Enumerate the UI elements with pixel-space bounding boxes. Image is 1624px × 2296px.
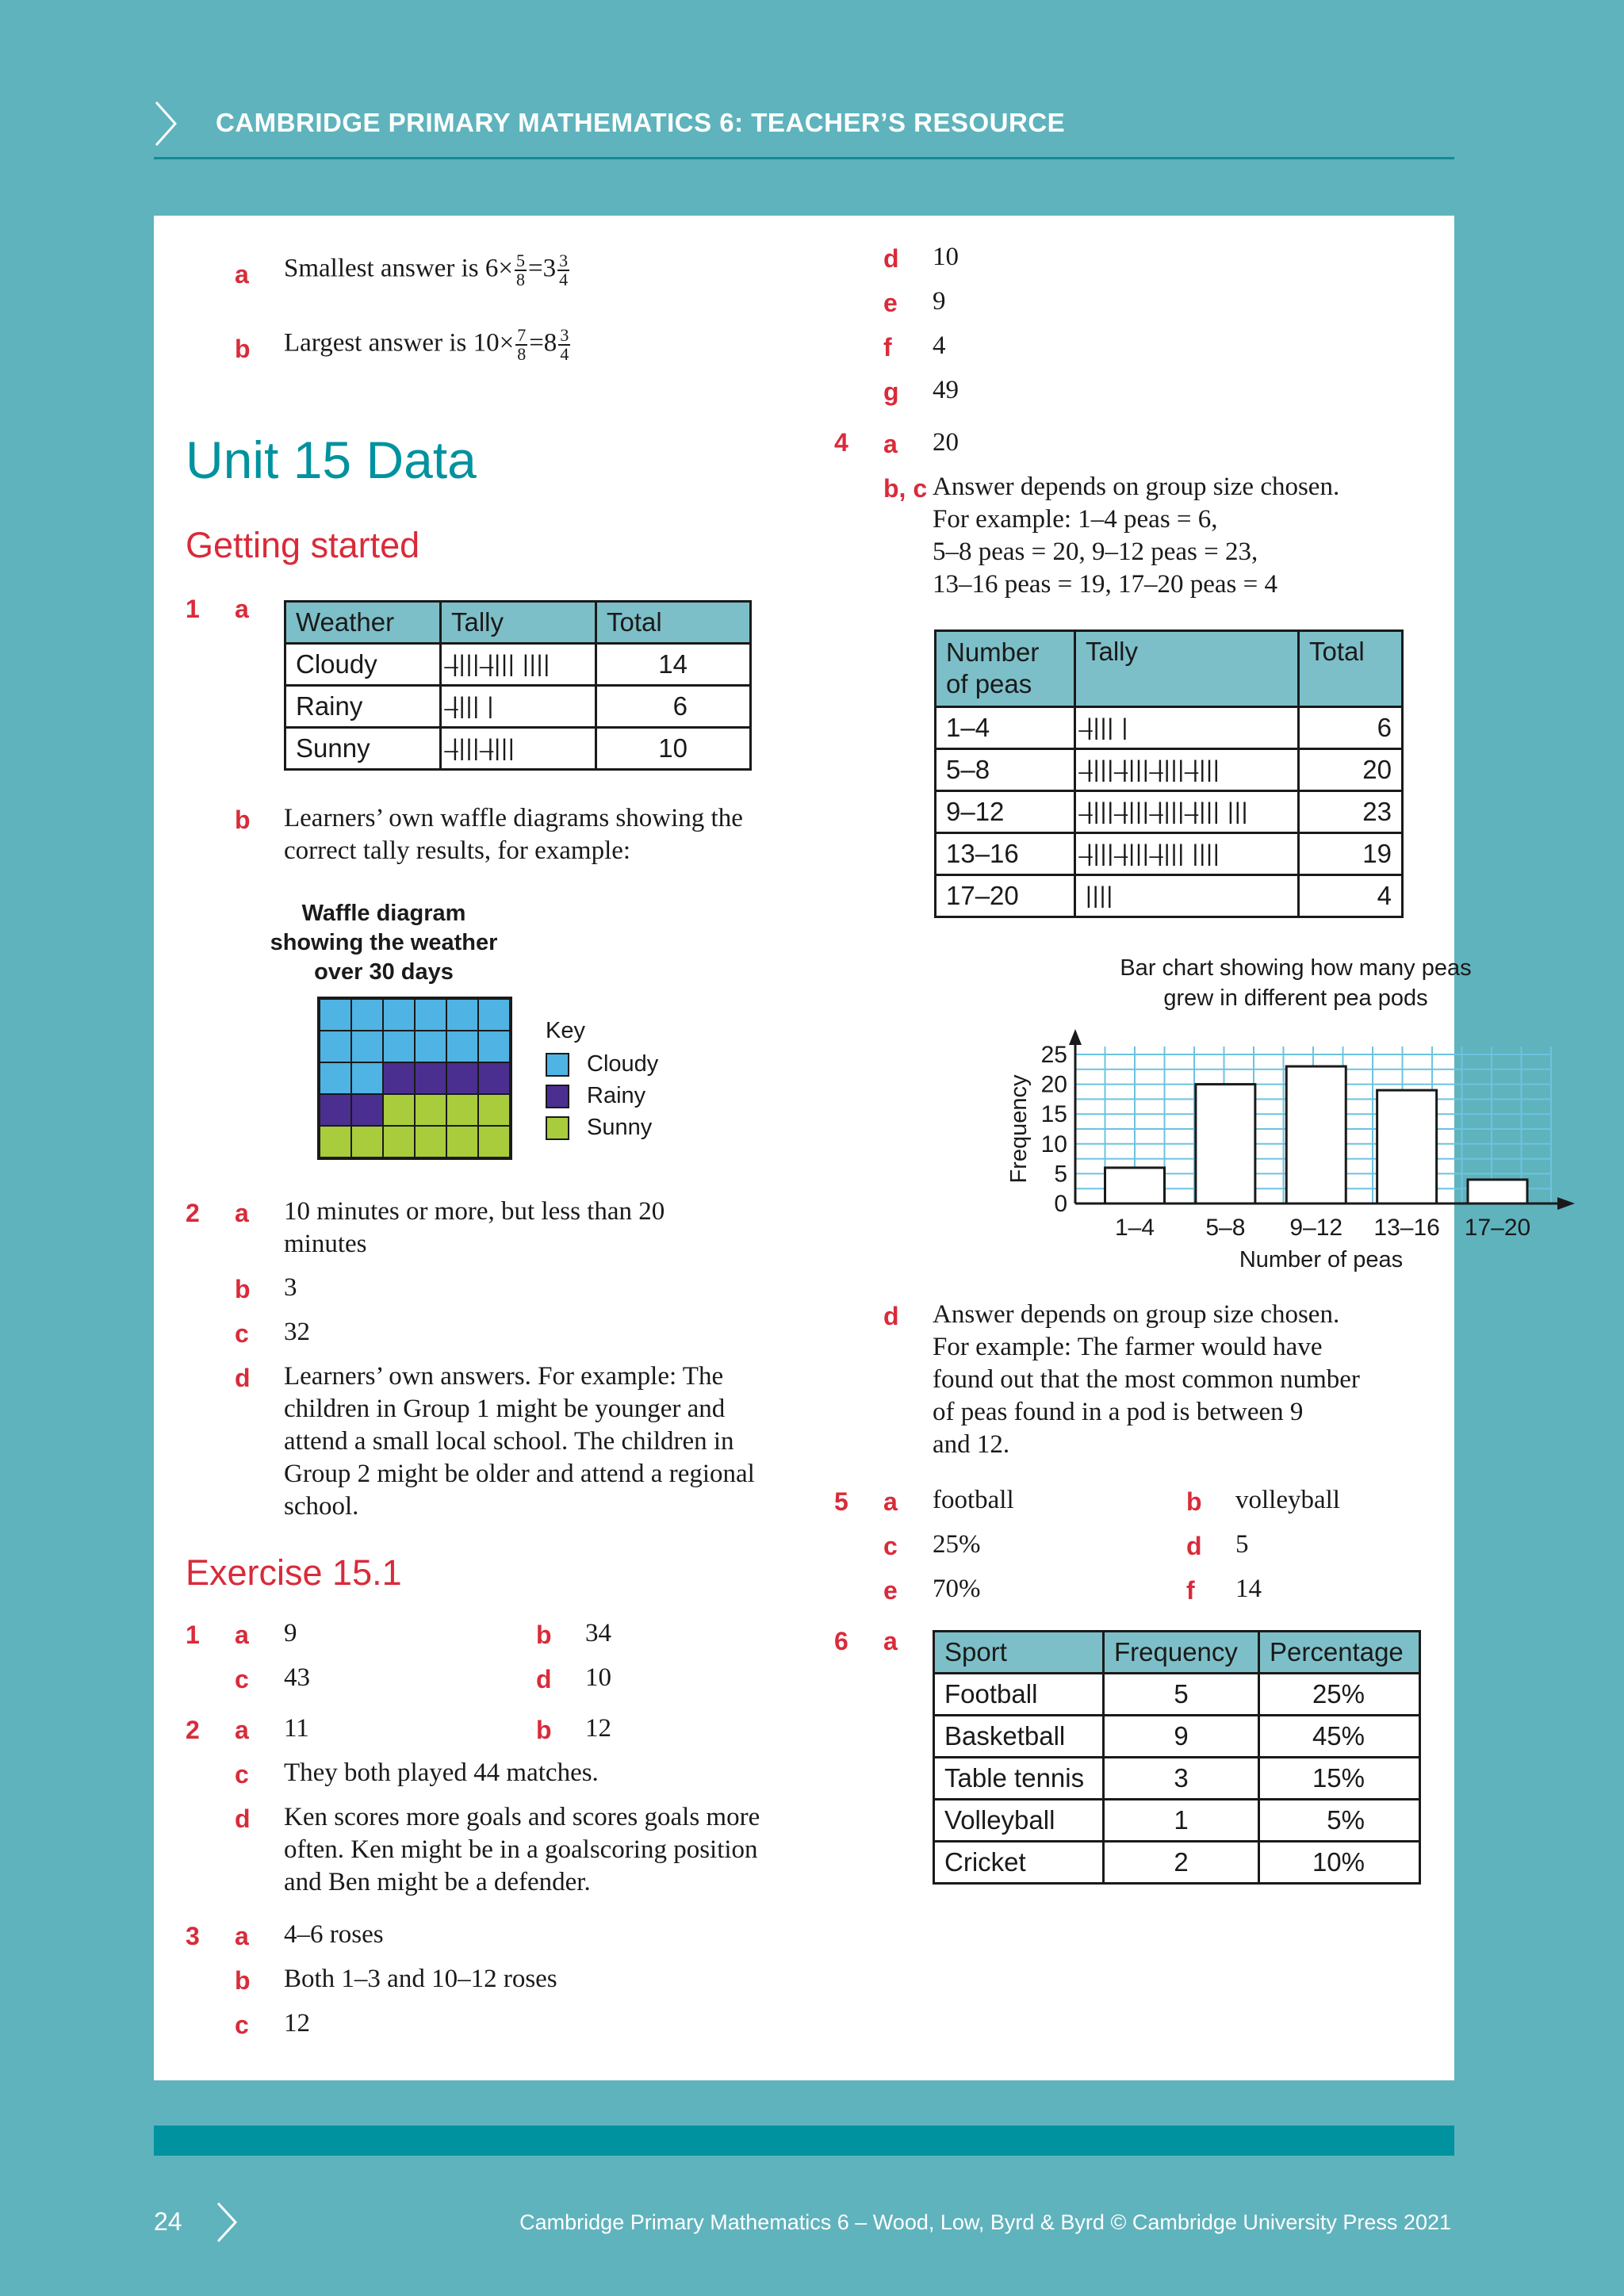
waffle-key-title: Key [546, 1018, 585, 1043]
table-cell: Football [934, 1674, 1104, 1716]
waffle-cell [478, 999, 510, 1031]
table-cell: 15% [1259, 1758, 1420, 1800]
answer-text: 10 [585, 1663, 611, 1692]
table-cell: 17–20 [936, 875, 1075, 917]
tally-cell: ̶|||| ̶|||| ̶|||| |||| [1075, 833, 1299, 875]
prev-b-label: b [235, 335, 251, 363]
waffle-cell [383, 999, 415, 1031]
chart-title-line: grew in different pea pods [1163, 985, 1428, 1011]
column-header: Tally [1075, 631, 1299, 707]
question-number: 1 [186, 595, 200, 623]
y-tick-label: 25 [1040, 1042, 1067, 1068]
x-axis-arrow-icon [1557, 1197, 1575, 1210]
tally-cell: ̶|||| | [441, 686, 596, 728]
table-header-row [934, 1632, 1420, 1674]
part-label: d [883, 244, 899, 273]
table-cell: 20 [1299, 749, 1403, 791]
waffle-cell [383, 1062, 415, 1094]
part-label: c [235, 2011, 249, 2039]
prev-b-text: Largest answer is 10× [284, 328, 515, 358]
table-row [936, 707, 1403, 749]
key-label: Rainy [587, 1083, 646, 1108]
waffle-cell [478, 1126, 510, 1158]
numerator: 5 [516, 251, 525, 270]
part-label: b [235, 1275, 251, 1303]
part-label: a [235, 1199, 249, 1227]
fraction [515, 327, 527, 363]
answer-line: of peas found in a pod is between 9 [933, 1398, 1304, 1426]
table-row [934, 1800, 1420, 1842]
page-number: 24 [154, 2207, 182, 2236]
table-cell: 45% [1259, 1716, 1420, 1758]
waffle-cell [415, 1126, 446, 1158]
y-tick-label: 5 [1054, 1161, 1067, 1188]
tally-cell: ̶|||| ̶|||| [441, 728, 596, 770]
question-number: 2 [186, 1199, 200, 1227]
column-header: Frequency [1104, 1632, 1259, 1674]
waffle-cell [446, 1031, 478, 1062]
answer-text: Learners’ own waffle diagrams showing the correct tally results, for example: [284, 804, 743, 865]
y-tick-label: 20 [1040, 1071, 1067, 1098]
part-label: a [235, 595, 249, 623]
part-label: b [235, 1966, 251, 1995]
table-cell: Table tennis [934, 1758, 1104, 1800]
answer-line: 13–16 peas = 19, 17–20 peas = 4 [933, 570, 1277, 599]
column-header: Tally [441, 602, 596, 644]
waffle-cell [478, 1062, 510, 1094]
part-label: c [235, 1319, 249, 1348]
answer-text: 49 [933, 376, 959, 404]
waffle-title-line: over 30 days [314, 959, 454, 985]
column-header: Sport [934, 1632, 1104, 1674]
x-axis-label: Number of peas [1239, 1247, 1404, 1272]
section-heading-exercise: Exercise 15.1 [186, 1552, 402, 1593]
bar [1377, 1090, 1437, 1203]
table-cell: 10% [1259, 1842, 1420, 1884]
table-cell: 1–4 [936, 707, 1075, 749]
tally-cell: ̶|||| ̶|||| ̶|||| ̶|||| [1075, 749, 1299, 791]
answer-text: 43 [284, 1663, 310, 1692]
tally-cell: ̶|||| | [1075, 707, 1299, 749]
waffle-cell [478, 1094, 510, 1126]
tally-cell: |||| [1075, 875, 1299, 917]
table-row [936, 791, 1403, 833]
answer-line: For example: The farmer would have [933, 1333, 1323, 1361]
prev-a-text: Smallest answer is 6× [284, 254, 513, 283]
table-row [934, 1716, 1420, 1758]
key-item [546, 1112, 658, 1143]
answer-text: 5 [1235, 1530, 1249, 1559]
key-item [546, 1080, 658, 1112]
waffle-cell [320, 1062, 351, 1094]
answer-text: Learners’ own answers. For example: The children in Group 1 might be younger and attend a small local school. The children in Group 2 might be older and attend a regional school. [284, 1362, 755, 1521]
part-label: c [235, 1760, 249, 1789]
waffle-cell [320, 1094, 351, 1126]
table-cell: 25% [1259, 1674, 1420, 1716]
y-tick-label: 10 [1040, 1131, 1067, 1158]
table-row [934, 1674, 1420, 1716]
question-number: 2 [186, 1716, 200, 1744]
prev-a-label: a [235, 260, 249, 289]
column-header: Total [596, 602, 751, 644]
table-cell: 10 [596, 728, 751, 770]
part-label: b, c [883, 474, 928, 503]
table-cell: 2 [1104, 1842, 1259, 1884]
answer-text: 14 [1235, 1575, 1262, 1603]
table-cell: 5% [1259, 1800, 1420, 1842]
waffle-cell [415, 1031, 446, 1062]
waffle-cell [478, 1031, 510, 1062]
bar [1468, 1180, 1527, 1203]
numerator: 3 [559, 251, 569, 270]
part-label: d [235, 1804, 251, 1833]
table-cell: 1 [1104, 1800, 1259, 1842]
table-cell: Cricket [934, 1842, 1104, 1884]
table-cell: 23 [1299, 791, 1403, 833]
key-label: Sunny [587, 1115, 653, 1140]
part-label: a [235, 1621, 249, 1649]
equals: =8 [529, 328, 557, 358]
part-label: b [1186, 1487, 1202, 1516]
table-cell: Basketball [934, 1716, 1104, 1758]
waffle-cell [415, 1094, 446, 1126]
part-label: d [536, 1665, 552, 1693]
waffle-diagram [317, 997, 512, 1160]
answer-text: football [933, 1486, 1014, 1514]
table-header-row [285, 602, 751, 644]
part-label: d [235, 1364, 251, 1392]
copyright-notice: Cambridge Primary Mathematics 6 – Wood, Low, Byrd & Byrd © Cambridge University Press 2021 [519, 2210, 1451, 2234]
answer-text: 4–6 roses [284, 1920, 384, 1949]
question-number: 1 [186, 1621, 200, 1649]
waffle-cell [446, 1094, 478, 1126]
part-label: a [235, 1922, 249, 1950]
part-label: a [883, 1487, 898, 1516]
answer-line: and 12. [933, 1430, 1010, 1459]
table-row [934, 1758, 1420, 1800]
waffle-cell [446, 1062, 478, 1094]
answer-text: volleyball [1235, 1486, 1340, 1514]
answer-line: Answer depends on group size chosen. [933, 473, 1340, 501]
part-label: b [536, 1621, 552, 1649]
answer-text: They both played 44 matches. [284, 1758, 599, 1787]
question-number: 4 [834, 428, 848, 457]
answer-text: 20 [933, 428, 959, 457]
answer-line: found out that the most common number [933, 1365, 1360, 1394]
unit-title: Unit 15 Data [186, 430, 477, 489]
numerator: 7 [517, 325, 527, 345]
table-row [936, 875, 1403, 917]
table-cell: 6 [596, 686, 751, 728]
part-label: e [883, 289, 898, 317]
table-header-row [936, 631, 1403, 707]
waffle-cell [351, 1062, 383, 1094]
part-label: f [1186, 1576, 1195, 1605]
answer-text: 34 [585, 1619, 611, 1647]
answer-text: 4 [933, 331, 946, 360]
denominator: 4 [560, 344, 569, 364]
answer-line: 5–8 peas = 20, 9–12 peas = 23, [933, 538, 1258, 566]
weather-tally-table [284, 600, 752, 771]
bar [1105, 1168, 1165, 1203]
header-rule [154, 157, 1454, 159]
table-cell: 3 [1104, 1758, 1259, 1800]
table-row [934, 1842, 1420, 1884]
answer-text: 70% [933, 1575, 981, 1603]
answer-text: 10 minutes or more, but less than 20 minutes [284, 1197, 665, 1258]
table-row [936, 833, 1403, 875]
question-number: 3 [186, 1922, 200, 1950]
bar [1286, 1066, 1346, 1203]
x-tick-label: 1–4 [1114, 1215, 1155, 1241]
answer-text: 32 [284, 1318, 310, 1346]
footer-band [154, 2126, 1454, 2156]
x-tick-label: 17–20 [1464, 1215, 1531, 1241]
part-label: d [1186, 1532, 1202, 1560]
table-cell: Cloudy [285, 644, 441, 686]
cloudy-swatch [546, 1053, 569, 1077]
prev-b-answer [284, 327, 572, 363]
part-label: c [235, 1665, 249, 1693]
waffle-title-line: showing the weather [270, 930, 498, 955]
part-label: e [883, 1576, 898, 1605]
table-cell: 13–16 [936, 833, 1075, 875]
chevron-right-icon [154, 100, 178, 147]
waffle-cell [351, 999, 383, 1031]
bar [1196, 1085, 1255, 1203]
answer-text: 10 [933, 243, 959, 271]
answer-text [933, 1299, 1360, 1461]
denominator: 8 [516, 270, 525, 289]
answer-line: Answer depends on group size chosen. [933, 1300, 1340, 1329]
header-title: CAMBRIDGE PRIMARY MATHEMATICS 6: TEACHER’S RESOURCE [216, 108, 1066, 137]
x-tick-label: 5–8 [1205, 1215, 1246, 1241]
table-cell: 9–12 [936, 791, 1075, 833]
waffle-cell [415, 999, 446, 1031]
chart-title-line: Bar chart showing how many peas [1120, 955, 1472, 981]
x-tick-label: 13–16 [1373, 1215, 1440, 1241]
section-heading-getting-started: Getting started [186, 525, 420, 565]
part-label: b [235, 806, 251, 834]
waffle-key [546, 1048, 658, 1143]
tally-cell: ̶|||| ̶|||| |||| [441, 644, 596, 686]
waffle-cell [320, 1126, 351, 1158]
table-cell: Volleyball [934, 1800, 1104, 1842]
answer-line: For example: 1–4 peas = 6, [933, 505, 1218, 534]
question-number: 6 [834, 1627, 848, 1655]
column-header: Total [1299, 631, 1403, 707]
table-cell: 5 [1104, 1674, 1259, 1716]
part-label: d [883, 1302, 899, 1330]
answer-text: 25% [933, 1530, 981, 1559]
table-cell: Rainy [285, 686, 441, 728]
peas-tally-table [934, 629, 1404, 918]
column-header: Weather [285, 602, 441, 644]
waffle-cell [383, 1094, 415, 1126]
waffle-title-line: Waffle diagram [301, 901, 466, 926]
table-cell: 5–8 [936, 749, 1075, 791]
denominator: 8 [517, 344, 527, 364]
part-label: b [536, 1716, 552, 1744]
key-item [546, 1048, 658, 1080]
part-label: f [883, 333, 892, 362]
waffle-cell [446, 1126, 478, 1158]
answer-text: 3 [284, 1273, 297, 1302]
table-row [285, 644, 751, 686]
sunny-swatch [546, 1116, 569, 1140]
x-tick-label: 9–12 [1289, 1215, 1343, 1241]
answer-text: 12 [585, 1714, 611, 1743]
answer-text: 9 [933, 287, 946, 316]
answer-text: Both 1–3 and 10–12 roses [284, 1965, 557, 1993]
waffle-cell [351, 1031, 383, 1062]
waffle-cell [351, 1094, 383, 1126]
y-tick-label: 15 [1040, 1101, 1067, 1128]
answer-text: 12 [284, 2009, 310, 2038]
table-cell: 6 [1299, 707, 1403, 749]
table-cell: 14 [596, 644, 751, 686]
part-label: a [883, 430, 898, 458]
column-header: Number of peas [936, 631, 1075, 707]
y-axis-arrow-icon [1069, 1029, 1082, 1045]
fraction [557, 252, 569, 289]
answer-text: 11 [284, 1714, 309, 1743]
answer-text [933, 471, 1339, 601]
waffle-cell [383, 1126, 415, 1158]
tally-cell: ̶|||| ̶|||| ̶|||| ̶|||| ||| [1075, 791, 1299, 833]
part-label: c [883, 1532, 898, 1560]
part-label: g [883, 377, 899, 406]
fraction [558, 327, 570, 363]
prev-a-answer [284, 252, 571, 289]
table-row [285, 686, 751, 728]
key-label: Cloudy [587, 1051, 659, 1077]
answer-text: 9 [284, 1619, 297, 1647]
numerator: 3 [560, 325, 569, 345]
waffle-cell [446, 999, 478, 1031]
chevron-right-icon [216, 2201, 238, 2244]
waffle-cell [383, 1031, 415, 1062]
part-label: a [235, 1716, 249, 1744]
waffle-cell [351, 1126, 383, 1158]
table-row [285, 728, 751, 770]
denominator: 4 [559, 270, 569, 289]
fraction [515, 252, 527, 289]
question-number: 5 [834, 1487, 848, 1516]
y-axis-label: Frequency [1006, 1074, 1032, 1184]
waffle-cell [415, 1062, 446, 1094]
rainy-swatch [546, 1085, 569, 1108]
table-cell: 19 [1299, 833, 1403, 875]
part-label: a [883, 1627, 898, 1655]
y-tick-label: 0 [1054, 1191, 1067, 1217]
sport-frequency-table [933, 1630, 1421, 1885]
page-content [154, 216, 1531, 2080]
column-header: Percentage [1259, 1632, 1420, 1674]
table-cell: Sunny [285, 728, 441, 770]
waffle-cell [320, 1031, 351, 1062]
answer-text: Ken scores more goals and scores goals more often. Ken might be in a goalscoring position and Ben might be a defender. [284, 1803, 760, 1896]
equals: =3 [528, 254, 557, 283]
table-cell: 9 [1104, 1716, 1259, 1758]
table-cell: 4 [1299, 875, 1403, 917]
table-row [936, 749, 1403, 791]
waffle-cell [320, 999, 351, 1031]
waffle-title [265, 899, 503, 987]
